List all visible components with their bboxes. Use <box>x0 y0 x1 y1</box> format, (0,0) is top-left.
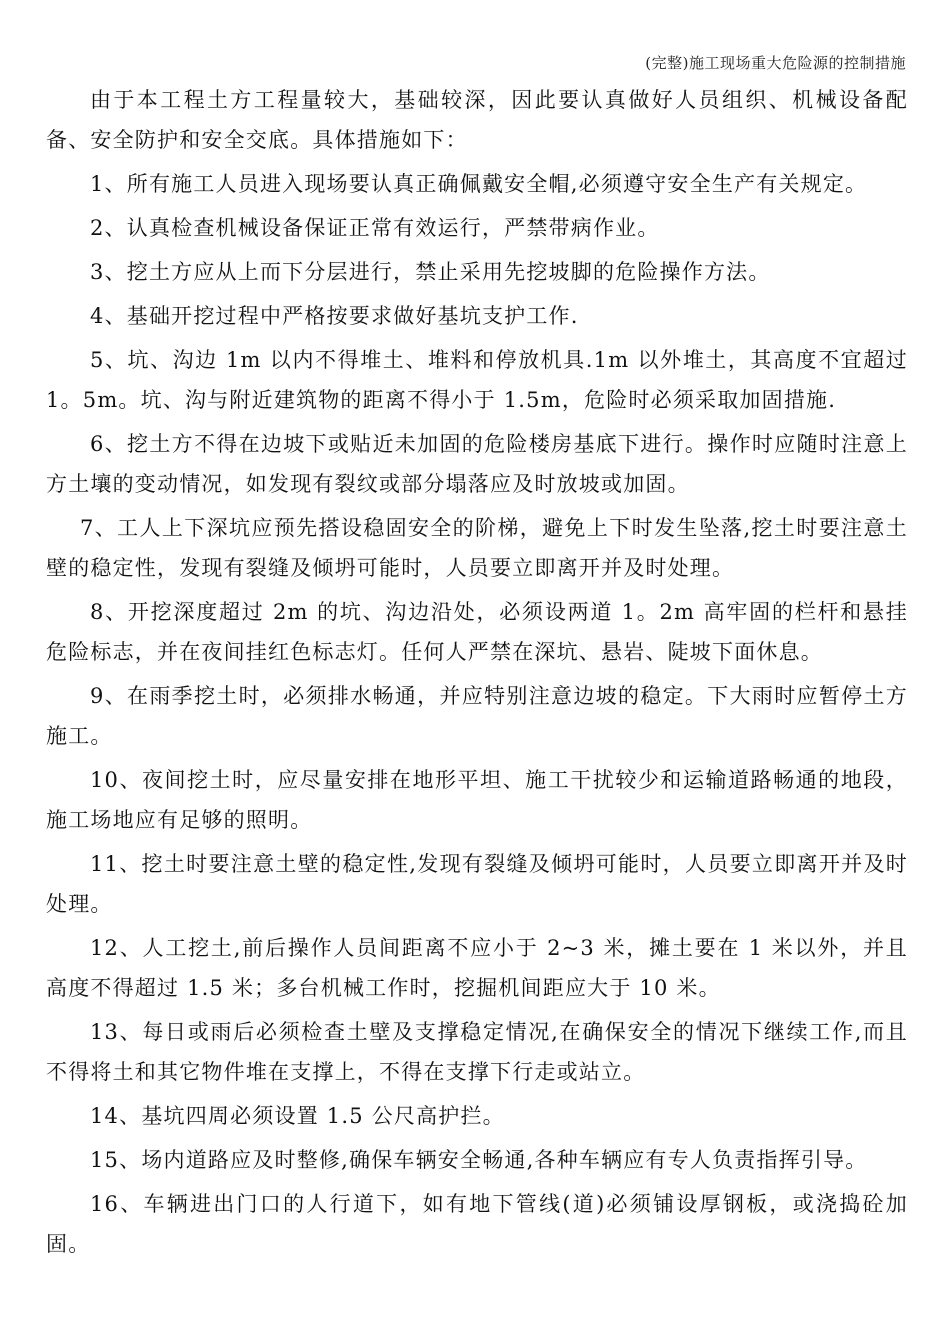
list-item: 12、人工挖土,前后操作人员间距离不应小于 2~3 米，摊土要在 1 米以外，并且高度不得超过 1.5 米；多台机械工作时，挖掘机间距应大于 10 米。 <box>46 936 908 1000</box>
list-item: 8、开挖深度超过 2m 的坑、沟边沿处，必须设两道 1。2m 高牢固的栏杆和悬挂危险标志，并在夜间挂红色标志灯。任何人严禁在深坑、悬岩、陡坡下面休息。 <box>46 600 908 664</box>
list-item: 5、坑、沟边 1m 以内不得堆土、堆料和停放机具.1m 以外堆土，其高度不宜超过 1。5m。坑、沟与附近建筑物的距离不得小于 1.5m，危险时必须采取加固措施. <box>46 348 908 412</box>
document-body <box>46 80 908 1268</box>
page-header-title: (完整)施工现场重大危险源的控制措施 <box>645 54 906 72</box>
list-item: 14、基坑四周必须设置 1.5 公尺高护拦。 <box>90 1104 505 1128</box>
list-item: 11、挖土时要注意土壁的稳定性,发现有裂缝及倾坍可能时，人员要立即离开并及时处理。 <box>46 852 908 916</box>
list-item: 13、每日或雨后必须检查土壁及支撑稳定情况,在确保安全的情况下继续工作,而且不得将土和其它物件堆在支撑上，不得在支撑下行走或站立。 <box>46 1020 908 1084</box>
list-item: 2、认真检查机械设备保证正常有效运行，严禁带病作业。 <box>90 216 660 240</box>
list-item: 7、工人上下深坑应预先搭设稳固安全的阶梯，避免上下时发生坠落,挖土时要注意土壁的稳定性，发现有裂缝及倾坍可能时，人员要立即离开并及时处理。 <box>46 516 908 580</box>
list-item: 10、夜间挖土时，应尽量安排在地形平坦、施工干扰较少和运输道路畅通的地段，施工场地应有足够的照明。 <box>46 768 908 832</box>
list-item: 3、挖土方应从上而下分层进行，禁止采用先挖坡脚的危险操作方法。 <box>90 260 771 284</box>
list-item: 1、所有施工人员进入现场要认真正确佩戴安全帽,必须遵守安全生产有关规定。 <box>90 172 868 196</box>
list-item: 6、挖土方不得在边坡下或贴近未加固的危险楼房基底下进行。操作时应随时注意上方土壤的变动情况，如发现有裂纹或部分塌落应及时放坡或加固。 <box>46 432 908 496</box>
list-item: 4、基础开挖过程中严格按要求做好基坑支护工作. <box>90 304 579 328</box>
intro-paragraph: 由于本工程土方工程量较大，基础较深，因此要认真做好人员组织、机械设备配备、安全防护和安全交底。具体措施如下： <box>46 88 908 152</box>
list-item: 15、场内道路应及时整修,确保车辆安全畅通,各种车辆应有专人负责指挥引导。 <box>90 1148 868 1172</box>
list-item: 9、在雨季挖土时，必须排水畅通，并应特别注意边坡的稳定。下大雨时应暂停土方施工。 <box>46 684 908 748</box>
list-item: 16、车辆进出门口的人行道下，如有地下管线(道)必须铺设厚钢板，或浇捣砼加固。 <box>46 1192 908 1256</box>
